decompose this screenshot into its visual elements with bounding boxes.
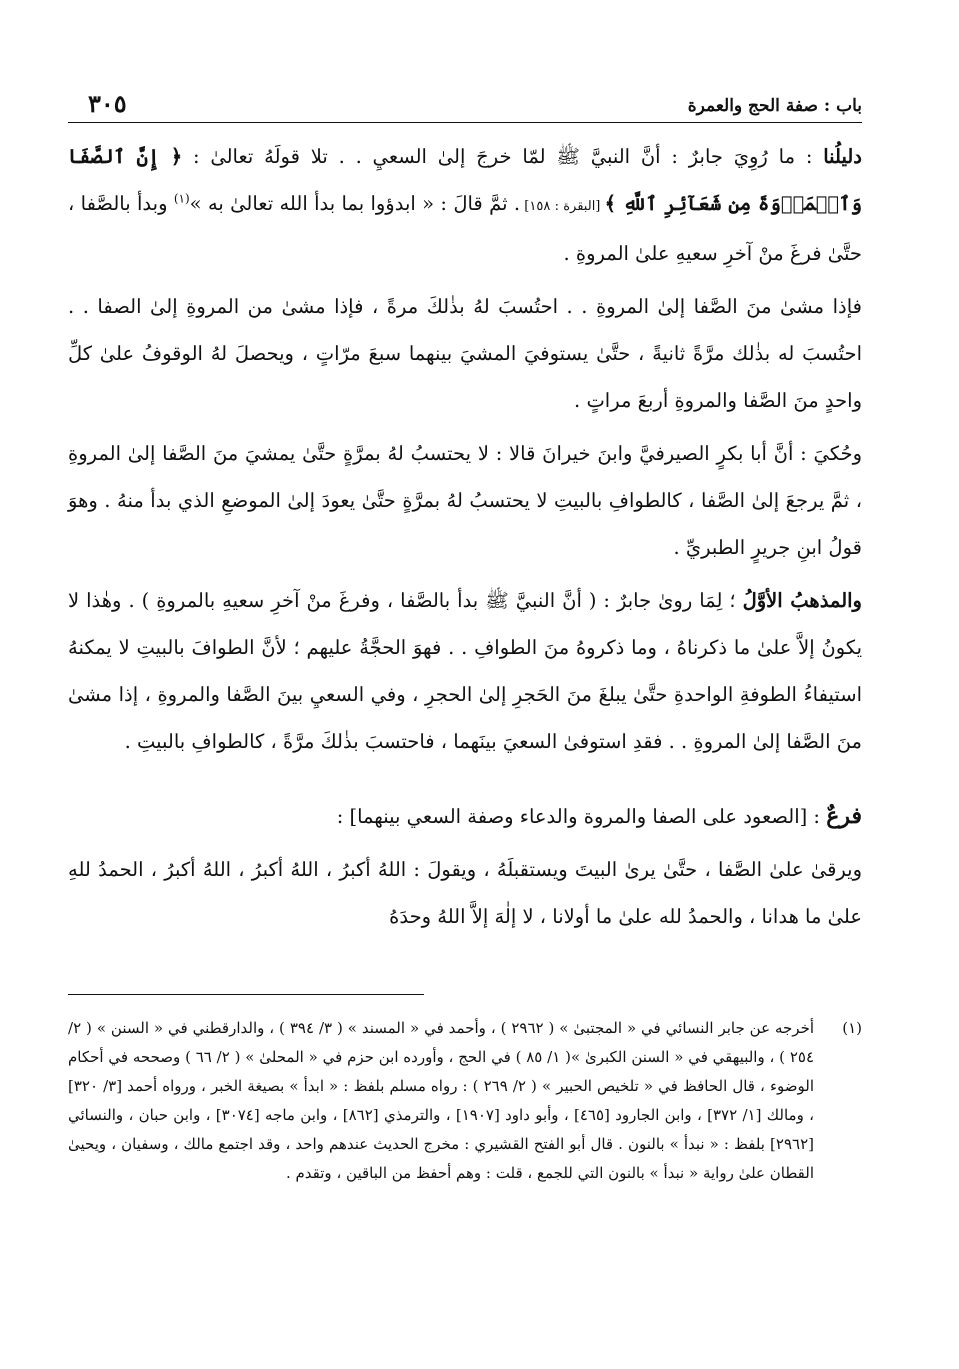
footnote-text: أخرجه عن جابر النسائي في « المجتبىٰ » ( ٢٩٦٢ ) ، وأحمد في « المسند » ( ٣/ ٣٩٤ ) ، والدارقطني في « السنن » ( ٢/ ٢٥٤ ) ، والبيهقي في « السنن الكبرىٰ »( ١/ ٨٥ ) في الحج ، وأورده ابن حزم في « المحلىٰ » ( ٢/ ٦٦ ) وصححه في أحكام الوضوء ، قال الحافظ في « تلخيص الحبير » ( ٢/ ٢٦٩ ) : رواه مسلم بلفظ : « ابدأ » بصيغة الخبر ، ورواه أحمد [٣/ ٣٢٠] ، ومالك [١/ ٣٧٢] ، وابن الجارود [٤٦٥] ، وأبو داود [١٩٠٧] ، والترمذي [٨٦٢] ، وابن ماجه [٣٠٧٤] ، وابن حبان ، والنسائي [٢٩٦٢] بلفظ : « نبدأ » بالنون . قال أبو الفتح القشيري : مخرج الحديث عندهم واحد ، وقد اجتمع مالك ، وسفيان ، ويحيىٰ القطان علىٰ رواية « نبدأ » بالنون التي للجمع ، قلت : وهم أحفظ من الباقين ، وتقدم . xyxy=(68,1019,815,1182)
paragraph-lead: والمذهبُ الأوَّلُ xyxy=(742,589,862,612)
section-title: : [الصعود على الصفا والمروة والدعاء وصفة السعي بينهما] : xyxy=(336,805,827,828)
paragraph: وحُكيَ : أنَّ أبا بكرٍ الصيرفيَّ وابنَ خيرانَ قالا : لا يحتسبُ لهُ بمرَّةٍ حتَّىٰ يمشيَ منَ الصَّفا إلىٰ المروةِ ، ثمَّ يرجعَ إلىٰ الصَّفا ، كالطوافِ بالبيتِ لا يحتسبُ لهُ بمرَّةٍ حتَّىٰ يعودَ إلىٰ الموضعِ الذي بدأ منهُ . وهوَ قولُ ابنِ جريرٍ الطبريِّ . xyxy=(68,442,862,559)
paragraph xyxy=(68,577,862,765)
book-page xyxy=(68,82,862,1342)
quran-verse: ﴿ إِنَّ ٱلصَّفَا وَٱلۡمَرۡوَةَ مِن شَعَآئِرِ ٱللَّهِ ﴾ xyxy=(68,145,862,215)
page-number: ٣٠٥ xyxy=(88,89,127,118)
paragraph: ويرقىٰ علىٰ الصَّفا ، حتَّىٰ يرىٰ البيتَ ويستقبلَهُ ، ويقولَ : اللهُ أكبرُ ، اللهُ أكبرُ ، اللهُ أكبرُ ، الحمدُ للهِ علىٰ ما هدانا ، والحمدُ لله علىٰ ما أولانا ، لا إلٰهَ إلاَّ اللهُ وحدَهُ xyxy=(68,858,862,928)
paragraph-lead: دليلُنا xyxy=(823,145,862,168)
verse-reference: [البقرة : ١٥٨] xyxy=(520,199,605,214)
section-label: فرعٌ xyxy=(826,803,862,829)
footnote xyxy=(68,1014,862,1188)
paragraph xyxy=(68,133,862,277)
paragraph: فإذا مشىٰ منَ الصَّفا إلىٰ المروةِ . . احتُسبَ لهُ بذٰلكَ مرةً ، فإذا مشىٰ من المروةِ إلىٰ الصفا . . احتُسبَ له بذٰلك مرَّةً ثانيةً ، حتَّىٰ يستوفيَ المشيَ بينهما سبعَ مرّاتٍ ، ويحصلَ لهُ الوقوفُ علىٰ كلِّ واحدٍ منَ الصَّفا والمروةِ أربعَ مراتٍ . xyxy=(68,295,862,412)
main-text xyxy=(68,133,862,940)
running-title: باب : صفة الحج والعمرة xyxy=(687,96,862,116)
page-header xyxy=(68,82,862,123)
paragraph-text: . ثمَّ قالَ : « ابدؤوا بما بدأ الله تعالىٰ به » xyxy=(189,192,521,215)
footnotes xyxy=(68,1014,862,1188)
paragraph-text: ؛ لِمَا روىٰ جابرٌ : ( أنَّ النبيَّ ﷺ بدأ بالصَّفا ، وفرغَ منْ آخرِ سعيهِ بالمروةِ ) . وهٰذا لا يكونُ إلاَّ علىٰ ما ذكرناهُ ، وما ذكروهُ منَ الطوافِ . . فهوَ الحجَّةُ عليهم ؛ لأنَّ الطوافَ بالبيتِ لا يمكنهُ استيفاءُ الطوفةِ الواحدةِ حتَّىٰ يبلغَ منَ الحَجرِ إلىٰ الحجرِ ، وفي السعيِ بينَ الصَّفا والمروةِ ، إذا مشىٰ منَ الصَّفا إلىٰ المروةِ . . فقدِ استوفىٰ السعيَ بينَهما ، فاحتسبَ بذٰلكَ مرَّةً ، كالطوافِ بالبيتِ . xyxy=(68,589,862,753)
footnote-divider xyxy=(68,994,424,995)
footnote-reference[interactable]: (١) xyxy=(173,191,190,206)
paragraph-text: وبدأ بالصَّفا ، حتَّىٰ فرغَ منْ آخرِ سعيهِ علىٰ المروةِ . xyxy=(68,192,862,265)
section-heading xyxy=(68,793,862,840)
footnote-marker: (١) xyxy=(842,1019,862,1037)
paragraph-text: : ما رُوِيَ جابرٌ : أنَّ النبيَّ ﷺ لمّا خرجَ إلىٰ السعيِ . . تلا قولَهُ تعالىٰ : xyxy=(182,145,824,168)
